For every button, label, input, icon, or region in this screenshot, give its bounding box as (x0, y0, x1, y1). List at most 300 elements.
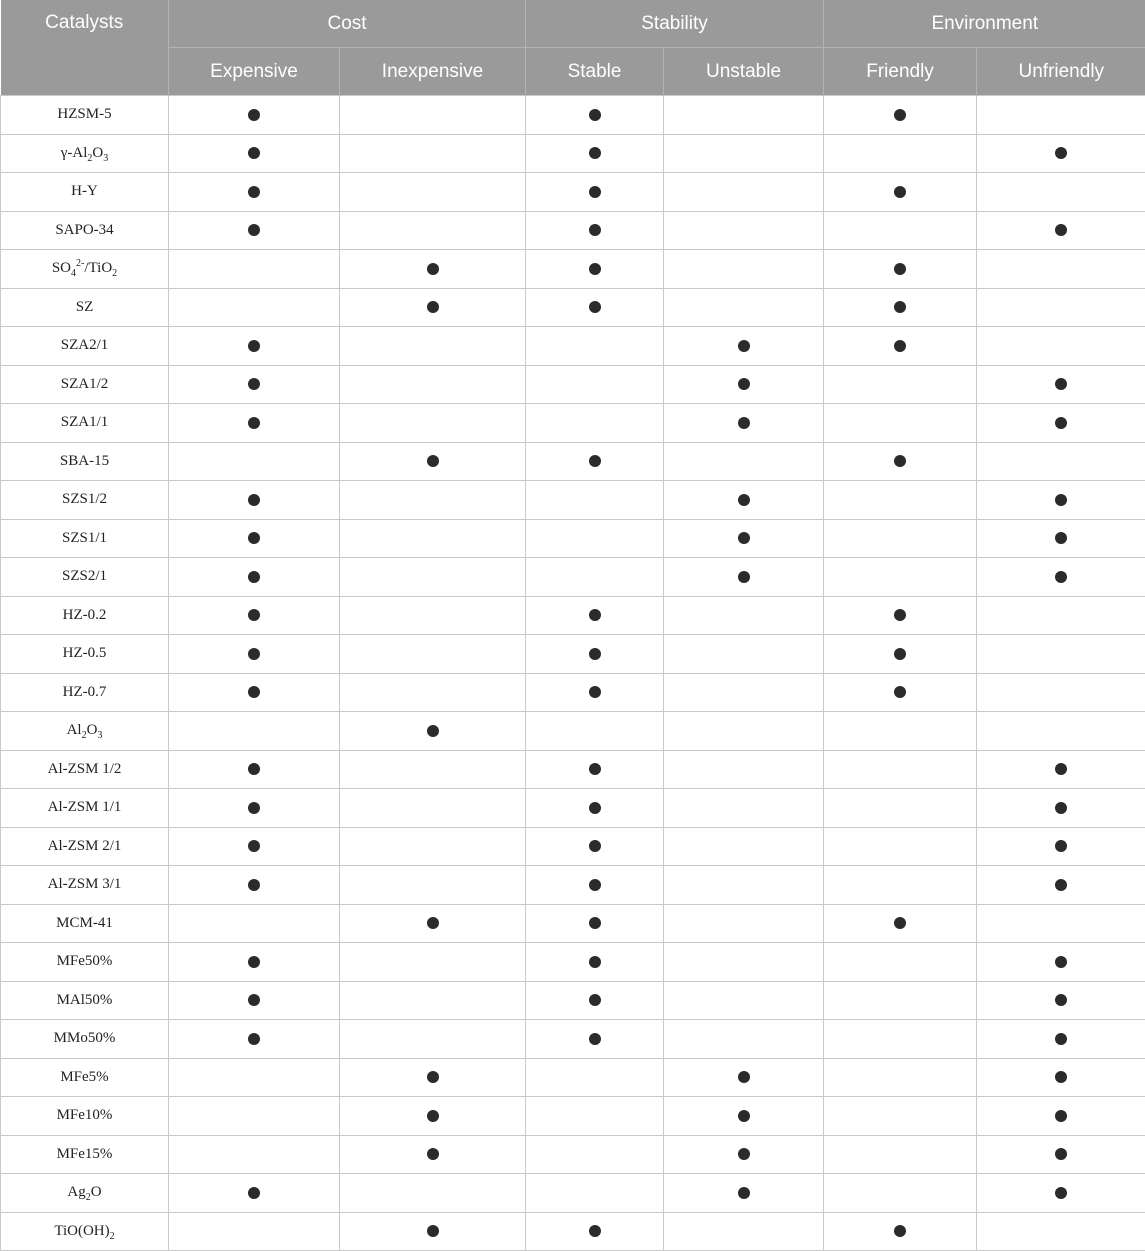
cell-unfriendly (977, 1020, 1145, 1059)
catalyst-name: $\gamma-Al_2O_3$ (1, 134, 169, 173)
cell-expensive (169, 635, 340, 674)
filled-circle-marker (248, 340, 260, 352)
cell-friendly (824, 1212, 977, 1251)
filled-circle-marker (1055, 802, 1067, 814)
filled-circle-marker (1055, 840, 1067, 852)
filled-circle-marker (589, 263, 601, 275)
filled-circle-marker (1055, 1071, 1067, 1083)
cell-friendly (824, 750, 977, 789)
cell-expensive (169, 558, 340, 597)
filled-circle-marker (248, 186, 260, 198)
filled-circle-marker (589, 917, 601, 929)
cell-friendly (824, 1020, 977, 1059)
filled-circle-marker (248, 994, 260, 1006)
cell-friendly (824, 1058, 977, 1097)
cell-unfriendly (977, 596, 1145, 635)
filled-circle-marker (248, 879, 260, 891)
header-group-cost: Cost (169, 0, 526, 48)
cell-unstable (664, 134, 824, 173)
cell-expensive (169, 365, 340, 404)
table-row (1, 134, 1145, 173)
filled-circle-marker (1055, 1033, 1067, 1045)
cell-expensive (169, 250, 340, 289)
catalyst-name: $SO_4^{2-}/TiO_2$ (1, 250, 169, 289)
filled-circle-marker (427, 917, 439, 929)
filled-circle-marker (589, 840, 601, 852)
cell-unfriendly (977, 827, 1145, 866)
cell-inexpensive (340, 866, 526, 905)
catalyst-name: HZ-0.7 (1, 673, 169, 712)
catalyst-name: HZSM-5 (1, 96, 169, 135)
table-row (1, 1020, 1145, 1059)
cell-inexpensive (340, 327, 526, 366)
cell-stable (526, 134, 664, 173)
table-row (1, 1135, 1145, 1174)
filled-circle-marker (589, 455, 601, 467)
cell-inexpensive (340, 481, 526, 520)
table-row (1, 211, 1145, 250)
catalyst-name: SZS2/1 (1, 558, 169, 597)
filled-circle-marker (248, 956, 260, 968)
cell-friendly (824, 635, 977, 674)
catalyst-name: Al-ZSM 2/1 (1, 827, 169, 866)
cell-inexpensive (340, 1135, 526, 1174)
cell-inexpensive (340, 1212, 526, 1251)
cell-expensive (169, 173, 340, 212)
filled-circle-marker (894, 686, 906, 698)
catalyst-name: MFe15% (1, 1135, 169, 1174)
cell-unstable (664, 442, 824, 481)
cell-unstable (664, 327, 824, 366)
cell-stable (526, 519, 664, 558)
header-catalysts: Catalysts (1, 0, 169, 96)
cell-unstable (664, 481, 824, 520)
header-unfriendly: Unfriendly (977, 48, 1145, 96)
cell-expensive (169, 981, 340, 1020)
catalyst-name: $Ag_2O$ (1, 1174, 169, 1213)
cell-unfriendly (977, 134, 1145, 173)
filled-circle-marker (738, 1110, 750, 1122)
cell-unstable (664, 750, 824, 789)
filled-circle-marker (589, 802, 601, 814)
filled-circle-marker (738, 378, 750, 390)
cell-inexpensive (340, 1097, 526, 1136)
filled-circle-marker (427, 263, 439, 275)
cell-unfriendly (977, 635, 1145, 674)
cell-expensive (169, 789, 340, 828)
filled-circle-marker (1055, 571, 1067, 583)
cell-unfriendly (977, 365, 1145, 404)
header-unstable: Unstable (664, 48, 824, 96)
cell-friendly (824, 904, 977, 943)
cell-unfriendly (977, 519, 1145, 558)
cell-inexpensive (340, 943, 526, 982)
cell-inexpensive (340, 635, 526, 674)
cell-stable (526, 1058, 664, 1097)
table-row (1, 404, 1145, 443)
filled-circle-marker (248, 109, 260, 121)
filled-circle-marker (1055, 417, 1067, 429)
filled-circle-marker (589, 994, 601, 1006)
cell-stable (526, 1020, 664, 1059)
cell-friendly (824, 943, 977, 982)
filled-circle-marker (589, 1225, 601, 1237)
cell-unfriendly (977, 442, 1145, 481)
table-row (1, 1058, 1145, 1097)
cell-inexpensive (340, 596, 526, 635)
filled-circle-marker (427, 1071, 439, 1083)
cell-unfriendly (977, 866, 1145, 905)
catalyst-name: SZS1/1 (1, 519, 169, 558)
cell-friendly (824, 404, 977, 443)
filled-circle-marker (894, 455, 906, 467)
catalyst-name: $TiO(OH)_2$ (1, 1212, 169, 1251)
filled-circle-marker (589, 609, 601, 621)
cell-inexpensive (340, 1058, 526, 1097)
cell-stable (526, 558, 664, 597)
cell-unstable (664, 866, 824, 905)
cell-inexpensive (340, 981, 526, 1020)
filled-circle-marker (589, 648, 601, 660)
cell-friendly (824, 134, 977, 173)
filled-circle-marker (1055, 1148, 1067, 1160)
cell-unfriendly (977, 327, 1145, 366)
cell-friendly (824, 1135, 977, 1174)
filled-circle-marker (589, 879, 601, 891)
cell-stable (526, 904, 664, 943)
cell-inexpensive (340, 712, 526, 751)
table-row (1, 1097, 1145, 1136)
filled-circle-marker (1055, 1187, 1067, 1199)
filled-circle-marker (427, 301, 439, 313)
cell-friendly (824, 96, 977, 135)
cell-friendly (824, 981, 977, 1020)
cell-inexpensive (340, 134, 526, 173)
cell-unfriendly (977, 750, 1145, 789)
filled-circle-marker (738, 571, 750, 583)
cell-unstable (664, 596, 824, 635)
cell-expensive (169, 1212, 340, 1251)
cell-inexpensive (340, 1174, 526, 1213)
cell-unstable (664, 789, 824, 828)
cell-stable (526, 481, 664, 520)
filled-circle-marker (248, 1033, 260, 1045)
table-row (1, 904, 1145, 943)
cell-unstable (664, 635, 824, 674)
table-row (1, 1174, 1145, 1213)
cell-unstable (664, 827, 824, 866)
cell-expensive (169, 1174, 340, 1213)
cell-stable (526, 250, 664, 289)
catalyst-name: MFe5% (1, 1058, 169, 1097)
cell-expensive (169, 519, 340, 558)
filled-circle-marker (894, 917, 906, 929)
cell-expensive (169, 712, 340, 751)
cell-unfriendly (977, 1135, 1145, 1174)
table-row (1, 250, 1145, 289)
filled-circle-marker (248, 763, 260, 775)
cell-stable (526, 1174, 664, 1213)
catalyst-name: MAl50% (1, 981, 169, 1020)
filled-circle-marker (248, 147, 260, 159)
cell-unstable (664, 943, 824, 982)
cell-unfriendly (977, 404, 1145, 443)
cell-stable (526, 635, 664, 674)
filled-circle-marker (1055, 532, 1067, 544)
cell-inexpensive (340, 789, 526, 828)
cell-unstable (664, 673, 824, 712)
cell-unstable (664, 1058, 824, 1097)
table-row (1, 288, 1145, 327)
table-row (1, 558, 1145, 597)
cell-expensive (169, 404, 340, 443)
catalyst-name: MFe10% (1, 1097, 169, 1136)
cell-friendly (824, 250, 977, 289)
table-row (1, 442, 1145, 481)
table-row (1, 173, 1145, 212)
cell-inexpensive (340, 673, 526, 712)
catalyst-name: Al-ZSM 1/2 (1, 750, 169, 789)
cell-expensive (169, 327, 340, 366)
cell-stable (526, 712, 664, 751)
cell-friendly (824, 673, 977, 712)
cell-unfriendly (977, 943, 1145, 982)
table-row (1, 827, 1145, 866)
cell-stable (526, 96, 664, 135)
cell-inexpensive (340, 750, 526, 789)
filled-circle-marker (248, 571, 260, 583)
filled-circle-marker (894, 340, 906, 352)
cell-stable (526, 981, 664, 1020)
cell-friendly (824, 596, 977, 635)
cell-expensive (169, 481, 340, 520)
table-row (1, 519, 1145, 558)
cell-unstable (664, 404, 824, 443)
cell-stable (526, 943, 664, 982)
filled-circle-marker (1055, 494, 1067, 506)
filled-circle-marker (248, 224, 260, 236)
cell-friendly (824, 211, 977, 250)
cell-inexpensive (340, 211, 526, 250)
table-row (1, 635, 1145, 674)
filled-circle-marker (248, 1187, 260, 1199)
cell-friendly (824, 288, 977, 327)
cell-stable (526, 365, 664, 404)
filled-circle-marker (248, 378, 260, 390)
cell-stable (526, 327, 664, 366)
catalyst-name: SZ (1, 288, 169, 327)
cell-expensive (169, 943, 340, 982)
catalyst-name: MCM-41 (1, 904, 169, 943)
cell-inexpensive (340, 558, 526, 597)
cell-stable (526, 173, 664, 212)
cell-friendly (824, 712, 977, 751)
cell-inexpensive (340, 404, 526, 443)
cell-stable (526, 596, 664, 635)
cell-expensive (169, 1097, 340, 1136)
filled-circle-marker (894, 186, 906, 198)
filled-circle-marker (738, 494, 750, 506)
cell-unfriendly (977, 250, 1145, 289)
cell-friendly (824, 1097, 977, 1136)
filled-circle-marker (1055, 1110, 1067, 1122)
table-row (1, 481, 1145, 520)
cell-unstable (664, 365, 824, 404)
cell-expensive (169, 827, 340, 866)
filled-circle-marker (589, 109, 601, 121)
cell-friendly (824, 519, 977, 558)
table-row (1, 866, 1145, 905)
filled-circle-marker (427, 455, 439, 467)
table-row (1, 1212, 1145, 1251)
catalyst-name: SZS1/2 (1, 481, 169, 520)
cell-unfriendly (977, 673, 1145, 712)
cell-friendly (824, 827, 977, 866)
catalyst-name: Al-ZSM 1/1 (1, 789, 169, 828)
filled-circle-marker (738, 1148, 750, 1160)
cell-unstable (664, 1135, 824, 1174)
catalyst-name: MFe50% (1, 943, 169, 982)
header-expensive: Expensive (169, 48, 340, 96)
cell-inexpensive (340, 442, 526, 481)
cell-stable (526, 750, 664, 789)
cell-expensive (169, 1058, 340, 1097)
cell-friendly (824, 866, 977, 905)
cell-expensive (169, 211, 340, 250)
filled-circle-marker (894, 301, 906, 313)
cell-unstable (664, 1020, 824, 1059)
cell-unstable (664, 981, 824, 1020)
cell-friendly (824, 789, 977, 828)
cell-unfriendly (977, 904, 1145, 943)
filled-circle-marker (1055, 956, 1067, 968)
header-inexpensive: Inexpensive (340, 48, 526, 96)
header-friendly: Friendly (824, 48, 977, 96)
filled-circle-marker (248, 686, 260, 698)
cell-unstable (664, 211, 824, 250)
cell-unfriendly (977, 481, 1145, 520)
table-row (1, 327, 1145, 366)
filled-circle-marker (589, 763, 601, 775)
cell-expensive (169, 904, 340, 943)
filled-circle-marker (248, 840, 260, 852)
header-group-environment: Environment (824, 0, 1145, 48)
table-row (1, 750, 1145, 789)
filled-circle-marker (738, 1187, 750, 1199)
table-row (1, 981, 1145, 1020)
table-body (1, 96, 1145, 1251)
filled-circle-marker (589, 224, 601, 236)
catalyst-name: HZ-0.2 (1, 596, 169, 635)
cell-stable (526, 442, 664, 481)
filled-circle-marker (738, 532, 750, 544)
cell-inexpensive (340, 288, 526, 327)
cell-stable (526, 404, 664, 443)
cell-stable (526, 866, 664, 905)
catalyst-name: SAPO-34 (1, 211, 169, 250)
cell-inexpensive (340, 519, 526, 558)
cell-stable (526, 673, 664, 712)
header-group-stability: Stability (526, 0, 824, 48)
catalyst-name: SZA1/2 (1, 365, 169, 404)
filled-circle-marker (427, 1148, 439, 1160)
cell-unfriendly (977, 981, 1145, 1020)
filled-circle-marker (427, 1110, 439, 1122)
cell-expensive (169, 442, 340, 481)
cell-stable (526, 1135, 664, 1174)
cell-inexpensive (340, 827, 526, 866)
cell-stable (526, 1097, 664, 1136)
cell-expensive (169, 1020, 340, 1059)
filled-circle-marker (589, 686, 601, 698)
filled-circle-marker (738, 1071, 750, 1083)
catalyst-name: HZ-0.5 (1, 635, 169, 674)
cell-unfriendly (977, 1212, 1145, 1251)
cell-unfriendly (977, 1058, 1145, 1097)
cell-unfriendly (977, 211, 1145, 250)
cell-unfriendly (977, 96, 1145, 135)
cell-inexpensive (340, 250, 526, 289)
table-row (1, 712, 1145, 751)
cell-inexpensive (340, 173, 526, 212)
filled-circle-marker (1055, 994, 1067, 1006)
cell-inexpensive (340, 365, 526, 404)
cell-stable (526, 1212, 664, 1251)
cell-expensive (169, 96, 340, 135)
filled-circle-marker (894, 648, 906, 660)
filled-circle-marker (427, 725, 439, 737)
cell-stable (526, 211, 664, 250)
filled-circle-marker (1055, 763, 1067, 775)
cell-friendly (824, 481, 977, 520)
filled-circle-marker (1055, 224, 1067, 236)
cell-unstable (664, 712, 824, 751)
cell-unstable (664, 173, 824, 212)
cell-inexpensive (340, 1020, 526, 1059)
cell-unfriendly (977, 1097, 1145, 1136)
cell-unstable (664, 96, 824, 135)
filled-circle-marker (894, 609, 906, 621)
filled-circle-marker (894, 1225, 906, 1237)
filled-circle-marker (589, 956, 601, 968)
filled-circle-marker (427, 1225, 439, 1237)
filled-circle-marker (589, 186, 601, 198)
catalyst-name: SZA1/1 (1, 404, 169, 443)
header-stable: Stable (526, 48, 664, 96)
catalyst-name: MMo50% (1, 1020, 169, 1059)
filled-circle-marker (248, 802, 260, 814)
table-row (1, 96, 1145, 135)
filled-circle-marker (894, 263, 906, 275)
cell-expensive (169, 134, 340, 173)
cell-expensive (169, 673, 340, 712)
cell-friendly (824, 442, 977, 481)
cell-unfriendly (977, 173, 1145, 212)
catalyst-name: SZA2/1 (1, 327, 169, 366)
catalyst-name: H-Y (1, 173, 169, 212)
filled-circle-marker (1055, 378, 1067, 390)
filled-circle-marker (738, 340, 750, 352)
cell-unstable (664, 904, 824, 943)
cell-friendly (824, 327, 977, 366)
filled-circle-marker (1055, 147, 1067, 159)
catalyst-name: SBA-15 (1, 442, 169, 481)
cell-unfriendly (977, 712, 1145, 751)
filled-circle-marker (248, 417, 260, 429)
cell-friendly (824, 365, 977, 404)
filled-circle-marker (1055, 879, 1067, 891)
table-row (1, 365, 1145, 404)
